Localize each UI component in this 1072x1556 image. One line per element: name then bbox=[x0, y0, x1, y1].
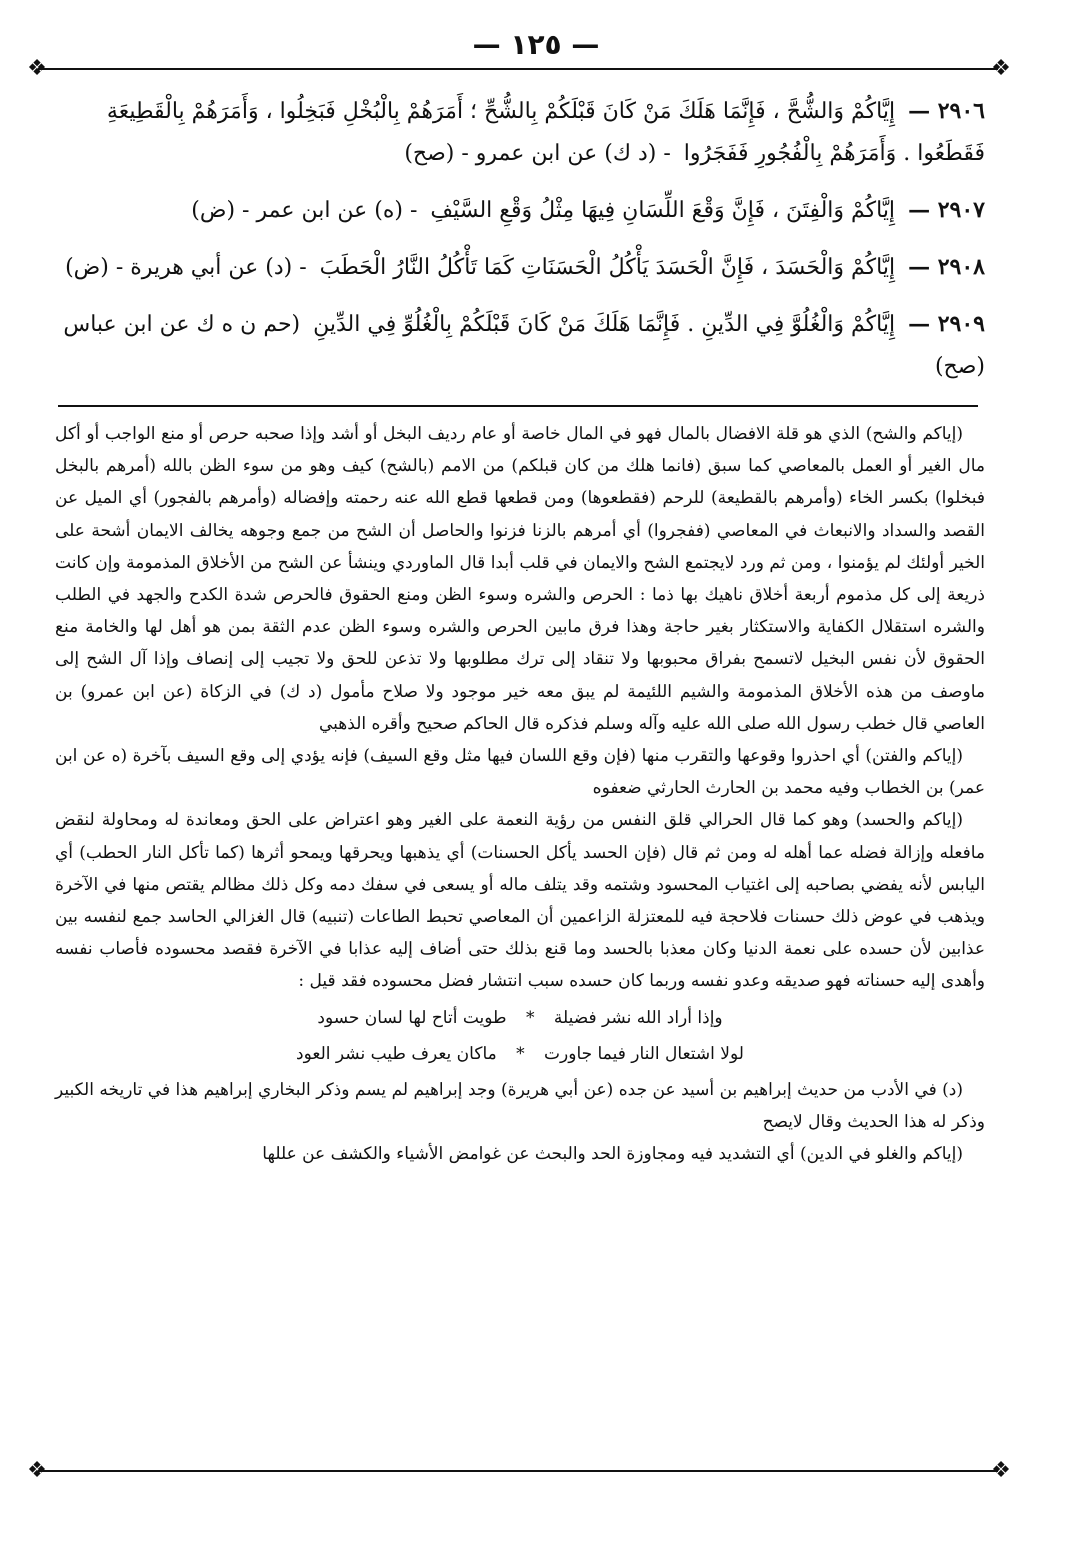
commentary-paragraph: (إياكم والشح) الذي هو قلة الافضال بالمال فهو في المال خاصة أو عام رديف البخل أو أشد وإذا صحبه حرص أو منع الواجب أو أكل مال الغير أو العمل بالمعاصي كما سبق (فانما هلك من كان قبلكم) من الامم (بالشح) كيف وهو من سوء الظن بالله (أمرهم بالبخل فبخلوا) بكسر الخاء (وأمرهم بالقطيعة) للرحم (فقطعوها) ومن قطعها قطع الله عنه رحمته وإفضاله (وأمرهم بالفجور) أي الميل عن القصد والسداد والانبعاث في المعاصي (ففجروا) أي أمرهم بالزنا فزنوا والحاصل أن الشح من جمع وجوهه يخالف الايمان أشحة على الخير أولئك لم يؤمنوا ، ومن ثم ورد لايجتمع الشح والايمان في قلب أبدا قال الماوردي وينشأ عن الشح من الأخلاق المذمومة وإن كانت ذريعة إلى كل مذموم أربعة أخلاق ناهيك بها ذما : الحرص والشره وسوء الظن ومنع الحقوق فالحرص شدة الكدح والجهد في الطلب والشره استقلال الكفاية والاستكثار بغير حاجة وهذا فرق مابين الحرص والشره وسوء الظن عدم الثقة بمن هو أهل لها والخامة منع الحقوق لأن نفس البخيل لاتسمح بفراق محبوبها ولا تنقاد إلى ترك مطلوبها ولا تذعن للحق ولا تجيب إلى إنصاف وإذا آل الشح إلى ماوصف من هذه الأخلاق المذمومة والشيم اللئيمة لم يبق معه خير موجود ولا صلاح مأمول (د ك) في الزكاة (عن ابن عمرو) بن العاصي قال خطب رسول الله صلى الله عليه وآله وسلم فذكره قال الحاكم صحيح وأقره الذهبي bbox=[55, 424, 985, 734]
hadith-reference: (حم ن ه ك عن ابن عباس (صح) bbox=[63, 312, 985, 379]
hadith-text: إِيَّاكُمْ وَالْفِتَنَ ، فَإِنَّ وَقْعَ اللِّسَانِ فِيهَا مِثْلُ وَقْعِ السَّيْفِ bbox=[430, 198, 896, 223]
top-rule bbox=[38, 68, 998, 70]
hadith-entry bbox=[55, 90, 985, 175]
corner-ornament-icon: ❖ bbox=[27, 56, 47, 81]
commentary-paragraph: (إياكم والفتن) أي احذروا وقوعها والتقرب منها (فإن وقع اللسان فيها مثل وقع السيف) فإنه يؤدي إلى وقع السيف بآخرة (ه عن ابن عمر) بن الخطاب وفيه محمد بن الحارث الحارثي ضعفوه bbox=[55, 746, 985, 799]
poem-separator: * bbox=[525, 1007, 535, 1028]
bottom-rule bbox=[38, 1470, 998, 1472]
hadith-text: إِيَّاكُمْ وَالْحَسَدَ ، فَإِنَّ الْحَسَدَ يَأْكُلُ الْحَسَنَاتِ كَمَا تَأْكُلُ النَّارُ الْحَطَبَ bbox=[319, 255, 896, 280]
hadith-number: ٢٩٠٦ — bbox=[908, 98, 985, 124]
commentary-paragraph: (د) في الأدب من حديث إبراهيم بن أسيد عن جده (عن أبي هريرة) وجد إبراهيم لم يسم وذكر البخاري إبراهيم هذا في تاريخه الكبير وذكر له هذا الحديث وقال لايصح bbox=[55, 1079, 985, 1132]
hadith-reference: - (ه) عن ابن عمر - (ض) bbox=[191, 198, 418, 223]
hadith-number: ٢٩٠٩ — bbox=[908, 311, 985, 337]
hadith-entry bbox=[55, 246, 985, 289]
poem-verse bbox=[55, 1036, 985, 1072]
hadith-entry bbox=[55, 189, 985, 232]
hadith-reference: - (د ك) عن ابن عمرو - (صح) bbox=[404, 141, 671, 166]
hadith-entry bbox=[55, 303, 985, 388]
poem-hemistich: ماكان يعرف طيب نشر العود bbox=[296, 1043, 497, 1064]
corner-ornament-icon: ❖ bbox=[991, 1458, 1011, 1483]
poem-separator: * bbox=[516, 1043, 525, 1064]
poem-hemistich: وإذا أراد الله نشر فضيلة bbox=[553, 1007, 723, 1028]
poem bbox=[55, 1000, 985, 1072]
commentary-paragraph: (إياكم والحسد) وهو كما قال الحرالي قلق النفس من رؤية النعمة على الغير وهو اعتراض على الحق ومعاندة له ومحاولة لنقض مافعله وإزالة فضله عما أهله له ومن ثم قال (فإن الحسد يأكل الحسنات) أي يذهبها ويحرقها ويمحو أثرها (كما تأكل النار الحطب) أي اليابس لأنه يفضي بصاحبه إلى اغتياب المحسود وشتمه وقد يتلف ماله أو يسعى في سفك دمه وكل ذلك مظالم يقتص منها في الآخرة ويذهب في عوض ذلك حسنات فلاحجة فيه للمعتزلة الزاعمين أن المعاصي تحبط الطاعات (تنبيه) قال الغزالي الحاسد جمع لنفسه بين عذابين لأن حسده على نعمة الدنيا وكان معذبا بالحسد وما قنع بذلك حتى أضاف إليه عذابا في الآخرة فقصد محسوده فأصاب نفسه وأهدى إليه حسناته فهو صديقه وعدو نفسه وربما كان حسده سبب انتشار فضل محسوده فقد قيل : bbox=[55, 810, 985, 992]
section-divider bbox=[58, 405, 978, 407]
hadith-number: ٢٩٠٧ — bbox=[908, 197, 985, 223]
commentary-section bbox=[55, 418, 985, 1170]
hadith-text: إِيَّاكُمْ وَالْغُلُوَّ فِي الدِّينِ . فَإِنَّمَا هَلَكَ مَنْ كَانَ قَبْلَكُمْ بِالْغُلُوِّ فِي الدِّينِ bbox=[313, 312, 896, 337]
page-number: — ١٢٥ — bbox=[472, 28, 600, 61]
hadith-number: ٢٩٠٨ — bbox=[908, 254, 985, 280]
poem-verse bbox=[55, 1000, 985, 1036]
poem-hemistich: طويت أتاح لها لسان حسود bbox=[317, 1007, 507, 1028]
commentary-paragraph: (إياكم والغلو في الدين) أي التشديد فيه ومجاوزة الحد والبحث عن غوامض الأشياء والكشف عن عللها bbox=[262, 1144, 963, 1165]
hadith-text: إِيَّاكُمْ وَالشُّحَّ ، فَإِنَّمَا هَلَكَ مَنْ كَانَ قَبْلَكُمْ بِالشُّحِّ ؛ أَمَرَهُمْ بِالْبُخْلِ فَبَخِلُوا ، وَأَمَرَهُمْ بِالْقَطِيعَةِ فَقَطَعُوا . وَأَمَرَهُمْ بِالْفُجُورِ فَفَجَرُوا bbox=[106, 99, 985, 166]
hadith-section bbox=[55, 90, 985, 402]
hadith-reference: - (د) عن أبي هريرة - (ض) bbox=[65, 255, 307, 280]
poem-hemistich: لولا اشتعال النار فيما جاورت bbox=[544, 1043, 744, 1064]
corner-ornament-icon: ❖ bbox=[991, 56, 1011, 81]
corner-ornament-icon: ❖ bbox=[27, 1458, 47, 1483]
